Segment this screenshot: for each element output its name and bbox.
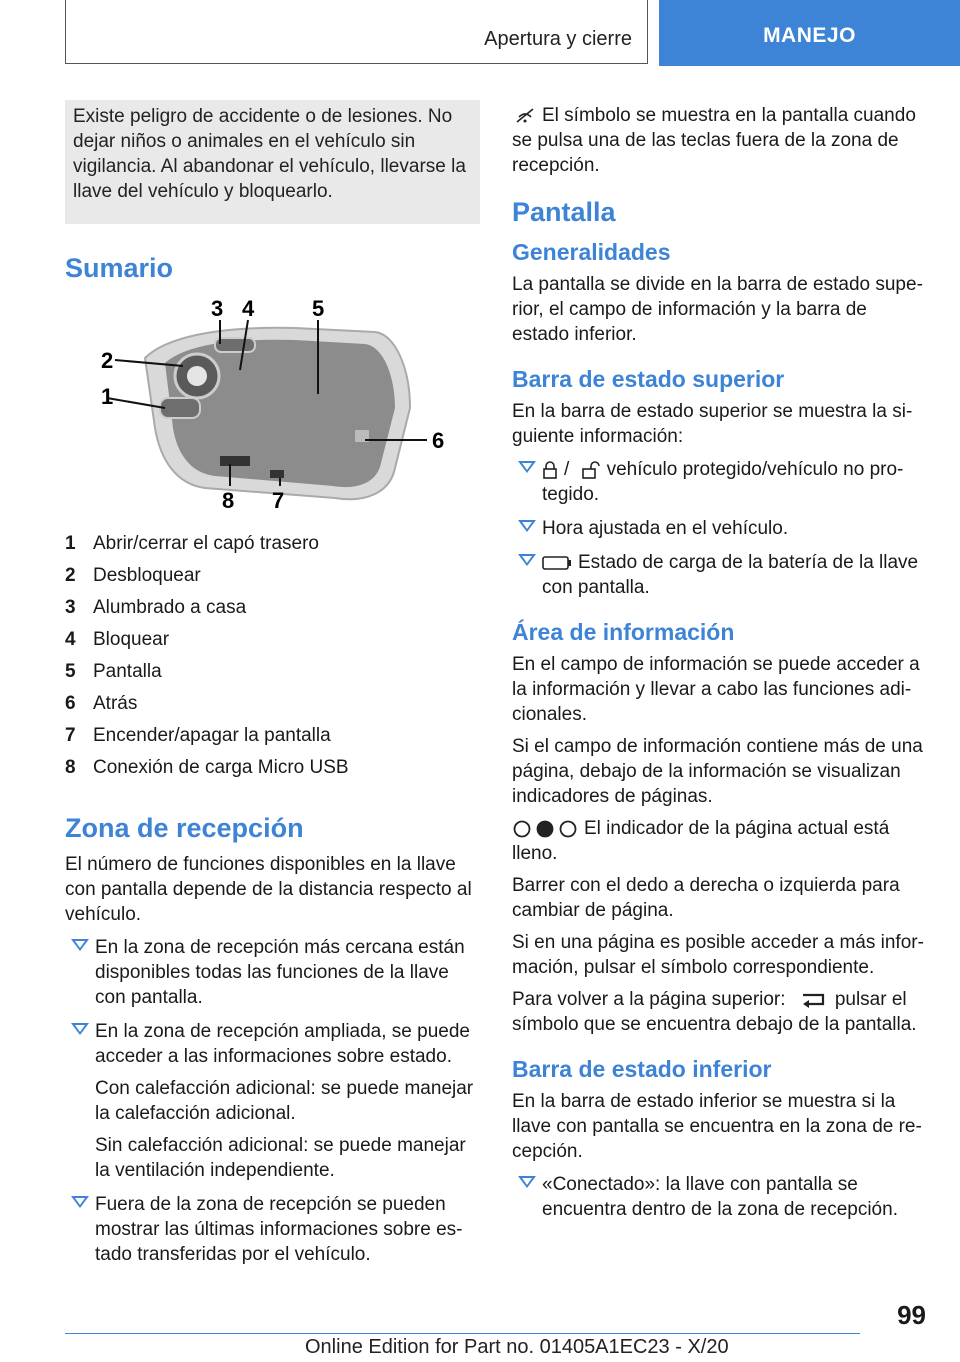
sub-paragraph: Con calefacción adicional: se puede manejar la calefacción adicional.: [95, 1078, 474, 1124]
legend-item: 5 Pantalla: [65, 661, 162, 682]
lock-closed-icon: [542, 460, 558, 480]
callout-7: 7: [272, 488, 285, 513]
inferior-bullets: [512, 1172, 926, 1222]
list-item: Hora ajustada en el vehículo.: [512, 516, 926, 541]
triangle-bullet-icon: [518, 554, 536, 566]
legend-item: 6 Atrás: [65, 693, 138, 714]
legend-list: [65, 528, 480, 784]
list-item: «Conectado»: la llave con pantalla se encuentra dentro de la zona de recepción.: [512, 1172, 926, 1222]
page-number: 99: [897, 1300, 926, 1330]
callout-4: 4: [242, 298, 255, 321]
legend-item: 2 Desbloquear: [65, 565, 201, 586]
area-paragraph: Barrer con el dedo a derecha o izquierda para cambiar de página.: [512, 875, 900, 921]
battery-icon: [542, 556, 572, 570]
callout-2: 2: [101, 348, 114, 373]
section-title: Apertura y cierre: [484, 28, 632, 50]
triangle-bullet-icon: [518, 1176, 536, 1188]
zona-heading: Zona de recepción: [65, 813, 304, 843]
area-paragraph: Para volver a la página superior: pulsar el símbolo que se encuentra debajo de la pantalla.: [512, 989, 917, 1035]
generalidades-heading: Generalidades: [512, 239, 671, 265]
page-header: [0, 0, 960, 66]
page-indicator-icon: [512, 819, 578, 839]
legend-item: 3 Alumbrado a casa: [65, 597, 247, 618]
triangle-bullet-icon: [518, 520, 536, 532]
back-arrow-icon: [799, 991, 827, 1009]
right-column: [512, 103, 926, 1231]
lock-open-icon: [581, 460, 601, 480]
left-column: [65, 100, 480, 1276]
display-key-image: [65, 298, 480, 518]
warning-box: Existe peligro de accidente o de lesiones. No dejar niños o animales en el vehículo sin vigilancia. Al abandonar el vehículo, llevarse la llave del vehículo y bloquearlo.: [65, 100, 480, 224]
area-paragraph: El indicador de la página actual está lleno.: [512, 818, 890, 864]
generalidades-text: La pantalla se divide en la barra de estado superior, el campo de información y la barra de estado inferior.: [512, 274, 923, 345]
sumario-heading: Sumario: [65, 253, 174, 283]
legend-item: 1 Abrir/cerrar el capó trasero: [65, 533, 319, 554]
list-item: En la zona de recepción ampliada, se puede acceder a las informaciones sobre estado. Con calefacción adicional: se puede manejar la calefacción adicional. Sin calefacción adicional: se puede manejar la ventilación independiente.: [65, 1019, 480, 1183]
list-item: Fuera de la zona de recepción se pueden mostrar las últimas informaciones sobre estado transferidas por el vehículo.: [65, 1192, 480, 1267]
callout-8: 8: [222, 488, 235, 513]
area-paragraph: Si el campo de información contiene más de una página, debajo de la información se visualizan indicadores de páginas.: [512, 736, 923, 807]
callout-3: 3: [211, 298, 224, 321]
area-paragraph: Si en una página es posible acceder a más información, pulsar el símbolo correspondiente.: [512, 932, 924, 978]
key-illustration: [65, 298, 480, 518]
pantalla-heading: Pantalla: [512, 197, 616, 227]
list-item: En la zona de recepción más cercana están disponibles todas las funciones de la llave con pantalla.: [65, 935, 480, 1010]
list-item: / vehículo protegido/vehículo no protegido.: [512, 457, 926, 507]
triangle-bullet-icon: [71, 939, 89, 951]
superior-bullets: [512, 457, 926, 600]
triangle-bullet-icon: [71, 1196, 89, 1208]
superior-text: En la barra de estado superior se muestra la siguiente información:: [512, 401, 913, 447]
triangle-bullet-icon: [518, 461, 536, 473]
area-paragraph: En el campo de información se puede acceder a la información y llevar a cabo las funciones adicionales.: [512, 654, 920, 725]
triangle-bullet-icon: [71, 1023, 89, 1035]
legend-item: 7 Encender/apagar la pantalla: [65, 725, 331, 746]
chapter-tab: MANEJO: [659, 0, 960, 66]
zona-intro: El número de funciones disponibles en la llave con pantalla depende de la distancia respecto al vehículo.: [65, 854, 472, 925]
legend-item: 8 Conexión de carga Micro USB: [65, 757, 349, 778]
callout-5: 5: [312, 298, 325, 321]
symbol-paragraph: El símbolo se muestra en la pantalla cuando se pulsa una de las teclas fuera de la zona de recepción.: [512, 105, 916, 176]
out-of-range-icon: [514, 107, 536, 125]
inferior-text: En la barra de estado inferior se muestra si la llave con pantalla se encuentra en la zona de recepción.: [512, 1091, 922, 1162]
zona-bullets: [65, 935, 480, 1267]
area-heading: Área de información: [512, 619, 735, 645]
superior-heading: Barra de estado superior: [512, 366, 785, 392]
callout-6: 6: [432, 428, 445, 453]
edition-note: Online Edition for Part no. 01405A1EC23 - X/20: [305, 1336, 729, 1358]
callout-1: 1: [101, 384, 114, 409]
inferior-heading: Barra de estado inferior: [512, 1056, 772, 1082]
footer-divider: [65, 1333, 860, 1334]
legend-item: 4 Bloquear: [65, 629, 170, 650]
list-item: Estado de carga de la batería de la llave con pantalla.: [512, 550, 926, 600]
sub-paragraph: Sin calefacción adicional: se puede manejar la ventilación independiente.: [95, 1135, 466, 1181]
